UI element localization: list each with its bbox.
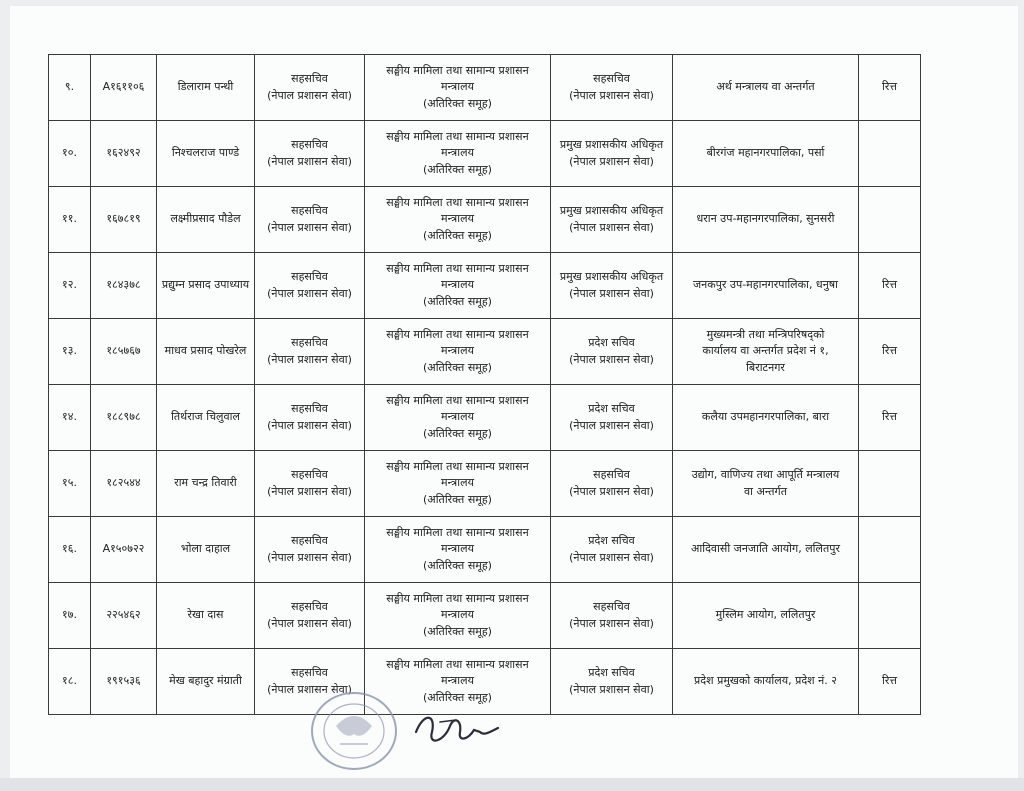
new-office-line: बीरगंज महानगरपालिका, पर्सा xyxy=(706,146,825,160)
new-post-line: (नेपाल प्रशासन सेवा) xyxy=(569,550,654,564)
current-office-line: (अतिरिक्त समूह) xyxy=(423,162,492,176)
employee-id-cell: १८८९७८ xyxy=(91,385,157,451)
current-office-cell xyxy=(365,583,551,649)
current-office-line: मन्त्रालय xyxy=(441,278,474,292)
current-post-line: सहसचिव xyxy=(291,138,328,151)
employee-id-cell: A१५०७२२ xyxy=(91,517,157,583)
serial-number-cell: ११. xyxy=(49,187,91,253)
new-post-cell xyxy=(551,187,673,253)
remark-cell: रित्त xyxy=(859,55,921,121)
serial-number-cell: ९. xyxy=(49,55,91,121)
employee-id-cell: १८४३७८ xyxy=(91,253,157,319)
table-row xyxy=(49,319,921,385)
current-post-cell xyxy=(255,187,365,253)
current-office-line: सङ्घीय मामिला तथा सामान्य प्रशासन xyxy=(386,327,529,341)
current-post-line: सहसचिव xyxy=(291,468,328,481)
new-post-line: (नेपाल प्रशासन सेवा) xyxy=(569,352,654,366)
serial-number-cell: १२. xyxy=(49,253,91,319)
current-office-line: सङ्घीय मामिला तथा सामान्य प्रशासन xyxy=(386,129,529,143)
remark-cell: रित्त xyxy=(859,319,921,385)
employee-id-cell: A१६११०६ xyxy=(91,55,157,121)
current-post-line: सहसचिव xyxy=(291,666,328,679)
current-office-line: (अतिरिक्त समूह) xyxy=(423,492,492,506)
current-post-line: (नेपाल प्रशासन सेवा) xyxy=(267,418,352,432)
employee-id-cell: १८२५४४ xyxy=(91,451,157,517)
new-office-line: वा अन्तर्गत xyxy=(744,484,787,498)
new-office-cell xyxy=(673,649,859,715)
serial-number-cell: १०. xyxy=(49,121,91,187)
new-office-line: बिराटनगर xyxy=(746,360,785,374)
employee-name-cell: तिर्थराज चिलुवाल xyxy=(157,385,255,451)
new-office-line: प्रदेश प्रमुखको कार्यालय, प्रदेश नं. २ xyxy=(694,674,837,688)
new-post-line: (नेपाल प्रशासन सेवा) xyxy=(569,88,654,102)
current-office-line: मन्त्रालय xyxy=(441,146,474,160)
new-office-line: अर्थ मन्त्रालय वा अन्तर्गत xyxy=(716,80,815,94)
current-office-cell xyxy=(365,55,551,121)
table-row xyxy=(49,385,921,451)
new-office-cell xyxy=(673,517,859,583)
current-office-line: (अतिरिक्त समूह) xyxy=(423,558,492,572)
new-post-line: (नेपाल प्रशासन सेवा) xyxy=(569,418,654,432)
new-office-line: मुस्लिम आयोग, ललितपुर xyxy=(715,608,816,622)
new-office-cell xyxy=(673,385,859,451)
new-office-line: कलैया उपमहानगरपालिका, बारा xyxy=(701,410,830,424)
serial-number-cell: १३. xyxy=(49,319,91,385)
new-post-line: सहसचिव xyxy=(593,468,630,481)
current-office-line: (अतिरिक्त समूह) xyxy=(423,228,492,242)
employee-id-cell: २२५४६२ xyxy=(91,583,157,649)
current-post-line: (नेपाल प्रशासन सेवा) xyxy=(267,682,352,696)
new-post-line: सहसचिव xyxy=(593,600,630,613)
current-office-line: सङ्घीय मामिला तथा सामान्य प्रशासन xyxy=(386,657,529,671)
new-office-cell xyxy=(673,253,859,319)
current-post-line: (नेपाल प्रशासन सेवा) xyxy=(267,484,352,498)
new-office-cell xyxy=(673,319,859,385)
new-post-line: प्रदेश सचिव xyxy=(588,666,635,679)
new-post-line: प्रमुख प्रशासकीय अधिकृत xyxy=(559,138,664,151)
current-office-line: (अतिरिक्त समूह) xyxy=(423,426,492,440)
new-post-cell xyxy=(551,55,673,121)
current-office-cell xyxy=(365,451,551,517)
current-post-line: (नेपाल प्रशासन सेवा) xyxy=(267,352,352,366)
current-office-cell xyxy=(365,121,551,187)
new-post-line: (नेपाल प्रशासन सेवा) xyxy=(569,154,654,168)
current-post-cell xyxy=(255,385,365,451)
table-row xyxy=(49,187,921,253)
current-post-line: (नेपाल प्रशासन सेवा) xyxy=(267,88,352,102)
employee-name-cell: लक्ष्मीप्रसाद पौडेल xyxy=(157,187,255,253)
serial-number-cell: १७. xyxy=(49,583,91,649)
current-post-line: (नेपाल प्रशासन सेवा) xyxy=(267,550,352,564)
serial-number-cell: १६. xyxy=(49,517,91,583)
current-office-line: (अतिरिक्त समूह) xyxy=(423,624,492,638)
remark-cell xyxy=(859,187,921,253)
employee-id-cell: १९१५३६ xyxy=(91,649,157,715)
transfer-table xyxy=(48,54,921,715)
current-office-cell xyxy=(365,253,551,319)
employee-name-cell: मेख बहादुर मंग्राती xyxy=(157,649,255,715)
current-office-line: सङ्घीय मामिला तथा सामान्य प्रशासन xyxy=(386,63,529,77)
current-office-line: सङ्घीय मामिला तथा सामान्य प्रशासन xyxy=(386,261,529,275)
current-office-line: मन्त्रालय xyxy=(441,674,474,688)
official-seal-icon xyxy=(306,688,402,774)
current-office-line: मन्त्रालय xyxy=(441,344,474,358)
current-office-cell xyxy=(365,319,551,385)
current-office-line: सङ्घीय मामिला तथा सामान्य प्रशासन xyxy=(386,393,529,407)
current-office-cell xyxy=(365,385,551,451)
current-post-cell xyxy=(255,55,365,121)
current-post-cell xyxy=(255,319,365,385)
new-post-cell xyxy=(551,319,673,385)
current-post-line: सहसचिव xyxy=(291,534,328,547)
new-post-line: (नेपाल प्रशासन सेवा) xyxy=(569,616,654,630)
current-post-line: सहसचिव xyxy=(291,204,328,217)
remark-cell xyxy=(859,517,921,583)
employee-name-cell: राम चन्द्र तिवारी xyxy=(157,451,255,517)
new-post-cell xyxy=(551,649,673,715)
current-office-line: सङ्घीय मामिला तथा सामान्य प्रशासन xyxy=(386,459,529,473)
current-office-line: मन्त्रालय xyxy=(441,212,474,226)
current-office-line: मन्त्रालय xyxy=(441,476,474,490)
new-post-cell xyxy=(551,517,673,583)
current-office-line: मन्त्रालय xyxy=(441,608,474,622)
current-office-cell xyxy=(365,517,551,583)
current-post-cell xyxy=(255,517,365,583)
employee-name-cell: भोला दाहाल xyxy=(157,517,255,583)
serial-number-cell: १४. xyxy=(49,385,91,451)
table-row xyxy=(49,517,921,583)
new-post-cell xyxy=(551,385,673,451)
serial-number-cell: १५. xyxy=(49,451,91,517)
table-row xyxy=(49,253,921,319)
employee-id-cell: १६२४९२ xyxy=(91,121,157,187)
current-post-line: (नेपाल प्रशासन सेवा) xyxy=(267,616,352,630)
remark-cell xyxy=(859,121,921,187)
remark-cell xyxy=(859,451,921,517)
employee-id-cell: १६७८१९ xyxy=(91,187,157,253)
employee-name-cell: माधव प्रसाद पोखरेल xyxy=(157,319,255,385)
employee-name-cell: डिलाराम पन्थी xyxy=(157,55,255,121)
new-post-cell xyxy=(551,583,673,649)
current-office-line: सङ्घीय मामिला तथा सामान्य प्रशासन xyxy=(386,525,529,539)
employee-name-cell: निश्चलराज पाण्डे xyxy=(157,121,255,187)
new-office-cell xyxy=(673,121,859,187)
table-row xyxy=(49,583,921,649)
new-office-cell xyxy=(673,451,859,517)
current-office-cell xyxy=(365,187,551,253)
serial-number-cell: १८. xyxy=(49,649,91,715)
table-row xyxy=(49,55,921,121)
current-post-line: सहसचिव xyxy=(291,72,328,85)
new-post-line: प्रदेश सचिव xyxy=(588,336,635,349)
current-office-line: मन्त्रालय xyxy=(441,410,474,424)
current-post-line: (नेपाल प्रशासन सेवा) xyxy=(267,154,352,168)
new-post-line: सहसचिव xyxy=(593,72,630,85)
new-office-line: जनकपुर उप-महानगरपालिका, धनुषा xyxy=(692,278,839,292)
new-office-line: आदिवासी जनजाति आयोग, ललितपुर xyxy=(690,542,840,556)
table-row xyxy=(49,451,921,517)
new-office-line: धरान उप-महानगरपालिका, सुनसरी xyxy=(696,212,835,226)
current-office-line: (अतिरिक्त समूह) xyxy=(423,294,492,308)
new-post-line: (नेपाल प्रशासन सेवा) xyxy=(569,484,654,498)
new-office-cell xyxy=(673,187,859,253)
employee-name-cell: प्रद्युम्न प्रसाद उपाध्याय xyxy=(157,253,255,319)
current-post-line: सहसचिव xyxy=(291,336,328,349)
new-office-line: मुख्यमन्त्री तथा मन्त्रिपरिषद्को xyxy=(706,327,825,341)
current-post-line: सहसचिव xyxy=(291,270,328,283)
current-office-line: (अतिरिक्त समूह) xyxy=(423,96,492,110)
new-post-cell xyxy=(551,451,673,517)
new-office-cell xyxy=(673,55,859,121)
current-post-line: सहसचिव xyxy=(291,402,328,415)
current-post-cell xyxy=(255,253,365,319)
new-post-line: प्रदेश सचिव xyxy=(588,402,635,415)
current-office-line: सङ्घीय मामिला तथा सामान्य प्रशासन xyxy=(386,591,529,605)
new-post-line: प्रमुख प्रशासकीय अधिकृत xyxy=(559,204,664,217)
new-post-line: प्रमुख प्रशासकीय अधिकृत xyxy=(559,270,664,283)
remark-cell: रित्त xyxy=(859,385,921,451)
new-post-cell xyxy=(551,253,673,319)
remark-cell: रित्त xyxy=(859,253,921,319)
signature-mark xyxy=(410,702,502,754)
current-office-line: मन्त्रालय xyxy=(441,80,474,94)
new-post-line: प्रदेश सचिव xyxy=(588,534,635,547)
new-office-cell xyxy=(673,583,859,649)
current-post-line: (नेपाल प्रशासन सेवा) xyxy=(267,286,352,300)
current-post-line: (नेपाल प्रशासन सेवा) xyxy=(267,220,352,234)
remark-cell: रित्त xyxy=(859,649,921,715)
table-row xyxy=(49,121,921,187)
current-post-cell xyxy=(255,583,365,649)
current-office-line: (अतिरिक्त समूह) xyxy=(423,360,492,374)
current-office-line: मन्त्रालय xyxy=(441,542,474,556)
employee-name-cell: रेखा दास xyxy=(157,583,255,649)
new-post-line: (नेपाल प्रशासन सेवा) xyxy=(569,286,654,300)
new-post-line: (नेपाल प्रशासन सेवा) xyxy=(569,220,654,234)
current-post-cell xyxy=(255,121,365,187)
new-post-line: (नेपाल प्रशासन सेवा) xyxy=(569,682,654,696)
current-office-line: (अतिरिक्त समूह) xyxy=(423,690,492,704)
current-post-line: सहसचिव xyxy=(291,600,328,613)
page-bottom-margin xyxy=(0,778,1024,791)
current-office-line: सङ्घीय मामिला तथा सामान्य प्रशासन xyxy=(386,195,529,209)
new-post-cell xyxy=(551,121,673,187)
remark-cell xyxy=(859,583,921,649)
new-office-line: कार्यालय वा अन्तर्गत प्रदेश नं १, xyxy=(702,344,829,358)
new-office-line: उद्योग, वाणिज्य तथा आपूर्ति मन्त्रालय xyxy=(691,468,840,481)
employee-id-cell: १८५७६७ xyxy=(91,319,157,385)
current-post-cell xyxy=(255,451,365,517)
